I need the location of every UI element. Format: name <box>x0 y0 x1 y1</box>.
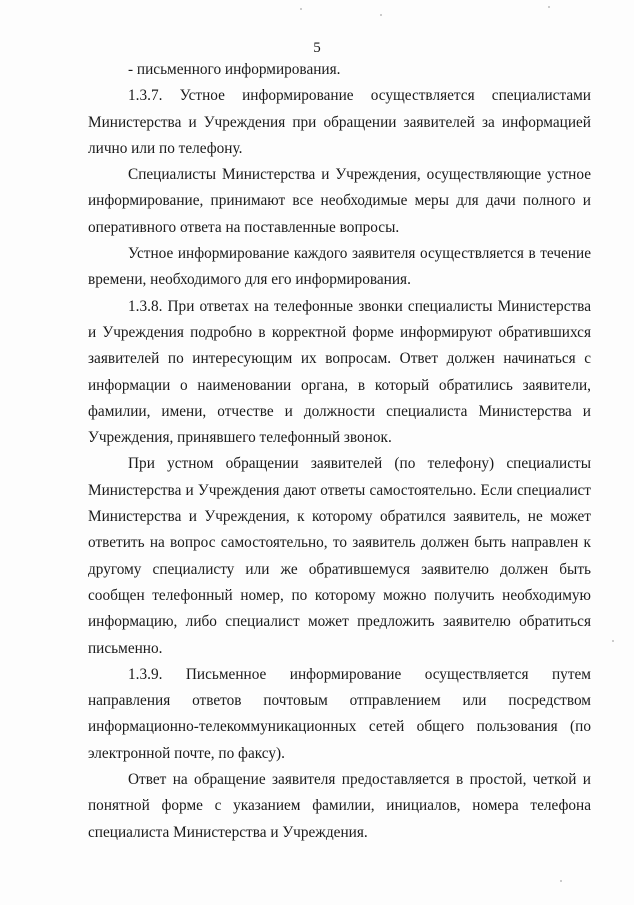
paragraph: 1.3.7. Устное информирование осуществляется специалистами Министерства и Учреждения при обращении заявителей за информацией лично или по телефону. <box>88 87 591 157</box>
scan-speck <box>612 640 614 642</box>
scan-speck <box>380 14 382 16</box>
page-number: 5 <box>313 40 321 56</box>
scan-speck <box>300 8 302 10</box>
paragraph: Устное информирование каждого заявителя осуществляется в течение времени, необходимого для его информирования. <box>88 245 591 289</box>
paragraph: Ответ на обращение заявителя предоставляется в простой, четкой и понятной форме с указанием фамилии, инициалов, номера телефона специалиста Министерства и Учреждения. <box>88 771 591 841</box>
document-body <box>88 57 591 846</box>
paragraph: 1.3.9. Письменное информирование осуществляется путем направления ответов почтовым отправлением или посредством информационно-телекоммуникационных сетей общего пользования (по электронной почте, по факсу). <box>88 665 591 762</box>
paragraph: Специалисты Министерства и Учреждения, осуществляющие устное информирование, принимают все необходимые меры для дачи полного и оперативного ответа на поставленные вопросы. <box>88 166 591 236</box>
paragraph: 1.3.8. При ответах на телефонные звонки специалисты Министерства и Учреждения подробно в корректной форме информируют обратившихся заявителей по интересующим их вопросам. Ответ должен начинаться с информации о наименовании органа, в который обратились заявители, фамилии, имени, отчестве и должности специалиста Министерства и Учреждения, принявшего телефонный звонок. <box>88 297 591 447</box>
paragraph: - письменного информирования. <box>128 61 341 78</box>
scan-speck <box>560 880 562 882</box>
scan-speck <box>548 6 550 8</box>
paragraph: При устном обращении заявителей (по телефону) специалисты Министерства и Учреждения дают ответы самостоятельно. Если специалист Министерства и Учреждения, к которому обратился заявитель, не может ответить на вопрос самостоятельно, то заявитель должен быть направлен к другому специалисту или же обратившемуся заявителю должен быть сообщен телефонный номер, по которому можно получить необходимую информацию, либо специалист может предложить заявителю обратиться письменно. <box>88 455 591 657</box>
